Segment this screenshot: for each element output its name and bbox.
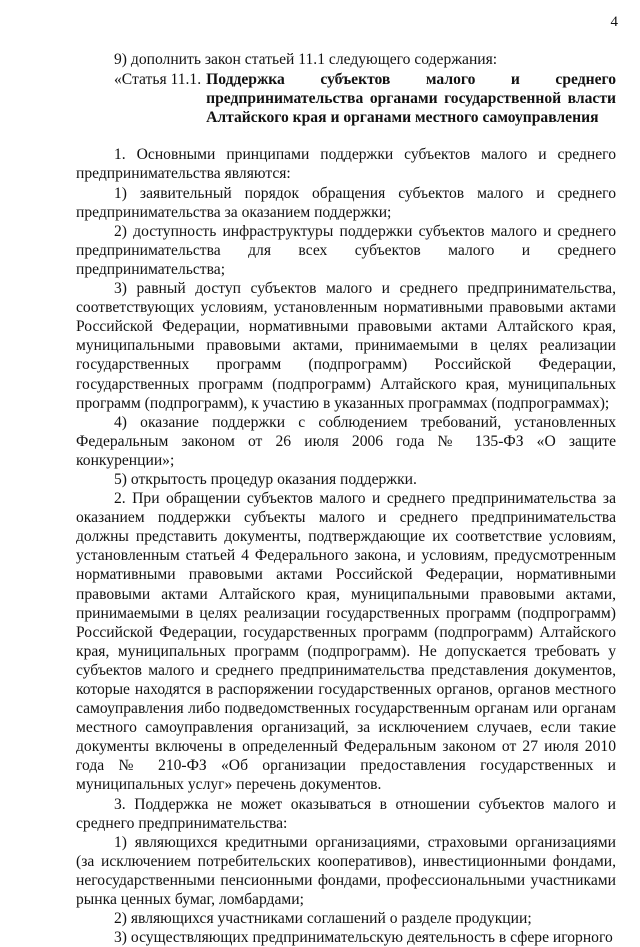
- paragraph-principle-4: 4) оказание поддержки с соблюдением требований, установленных Федеральным законом от 26 июля 2006 года № 135-ФЗ «О защите конкуренции»;: [76, 413, 616, 469]
- document-body: [76, 50, 616, 947]
- paragraph-principle-3: 3) равный доступ субъектов малого и среднего предпринимательства, соответствующих условиям, установленным нормативными правовыми актами Российской Федерации, нормативными правовыми актами Алтайского края, муниципальными правовыми актами, принимаемыми в целях реализации государственных программ (подпрограмм) Российской Федерации, государственных программ (подпрограмм) Алтайского края, муниципальных программ (подпрограмм), к участию в указанных программах (подпрограммах);: [76, 280, 616, 412]
- paragraph-exclusions: 3. Поддержка не может оказываться в отношении субъектов малого и среднего предпринимательства:: [76, 795, 616, 832]
- paragraph-principle-2: 2) доступность инфраструктуры поддержки субъектов малого и среднего предпринимательства для всех субъектов малого и среднего предпринимательства;: [76, 222, 616, 278]
- article-heading: [76, 70, 616, 127]
- intro-paragraph: 9) дополнить закон статьей 11.1 следующего содержания:: [114, 51, 498, 68]
- paragraph-exclusion-1: 1) являющихся кредитными организациями, страховыми организациями (за исключением потребительских кооперативов), инвестиционными фондами, негосударственными пенсионными фондами, профессиональными участниками рынка ценных бумаг, ломбардами;: [76, 833, 616, 909]
- article-number: «Статья 11.1.: [114, 71, 202, 89]
- paragraph-principles: 1. Основными принципами поддержки субъектов малого и среднего предпринимательства являются:: [76, 146, 616, 183]
- paragraph-exclusion-2: 2) являющихся участниками соглашений о разделе продукции;: [114, 910, 532, 928]
- paragraph-principle-1: 1) заявительный порядок обращения субъектов малого и среднего предпринимательства за оказанием поддержки;: [76, 184, 616, 221]
- page-number: 4: [610, 14, 618, 30]
- article-title: Поддержка субъектов малого и среднего предпринимательства органами государственной власти Алтайского края и органами местного самоуправления: [206, 71, 616, 127]
- paragraph-documents: 2. При обращении субъектов малого и среднего предпринимательства за оказанием поддержки субъекты малого и среднего предпринимательства должны представить документы, подтверждающие их соответствие условиям, установленным статьей 4 Федерального закона, и условиям, предусмотренным нормативными правовыми актами Российской Федерации, нормативными правовыми актами Алтайского края, муниципальными правовыми актами, принимаемыми в целях реализации государственных программ (подпрограмм) Российской Федерации, государственных программ (подпрограмм) Алтайского края, муниципальных программ (подпрограмм). Не допускается требовать у субъектов малого и среднего предпринимательства представления документов, которые находятся в распоряжении государственных органов, органов местного самоуправления либо подведомственных государственным органам или органам местного самоуправления организаций, за исключением случаев, если такие документы включены в определенный Федеральным законом от 27 июля 2010 года № 210-ФЗ «Об организации предоставления государственных и муниципальных услуг» перечень документов.: [76, 490, 616, 794]
- paragraph-principle-5: 5) открытость процедур оказания поддержки.: [114, 470, 417, 488]
- paragraph-exclusion-3: 3) осуществляющих предпринимательскую деятельность в сфере игорного: [114, 929, 613, 947]
